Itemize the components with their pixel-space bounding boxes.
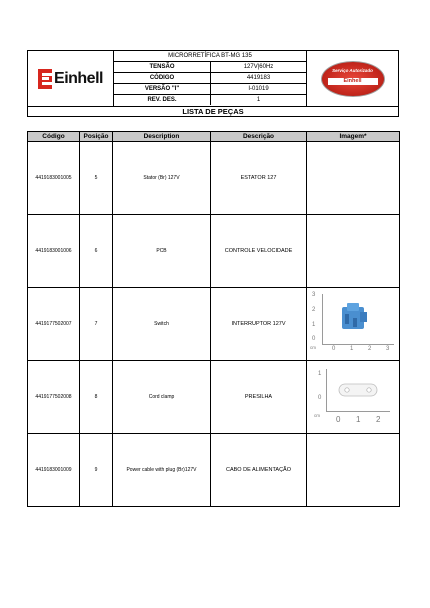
cell-image-empty (307, 142, 400, 215)
cell-description-pt: INTERRUPTOR 127V (211, 288, 307, 361)
cell-code: 4419183001006 (28, 215, 80, 288)
cell-description-en: Switch (113, 288, 211, 361)
table-row (28, 434, 400, 507)
cell-code: 4419183001009 (28, 434, 80, 507)
cell-code: 4419183001005 (28, 142, 80, 215)
info-row-voltage: TENSÃO 127V|60Hz (114, 62, 306, 73)
logo-text: Einhell (54, 69, 103, 87)
cell-position: 6 (80, 215, 113, 288)
cell-image-switch (307, 288, 400, 361)
product-title: MICRORRETÍFICA BT-MG 135 (114, 51, 306, 62)
einhell-logo (28, 51, 114, 106)
cell-code: 4419177502008 (28, 361, 80, 434)
info-row-revision: REV. DES. 1 (114, 95, 306, 106)
table-row (28, 142, 400, 215)
badge-seal-icon: Serviço Autorizado Einhell (321, 61, 385, 97)
clamp-photo: 1 0 cm 0 1 2 (310, 365, 396, 429)
cell-description-en: Power cable with plug (Br)127V (113, 434, 211, 507)
cell-description-pt: ESTATOR 127 (211, 142, 307, 215)
col-header-code: Código (28, 132, 80, 142)
table-row (28, 215, 400, 288)
table-header-row (28, 132, 400, 142)
cell-description-en: Cord clamp (113, 361, 211, 434)
cord-clamp-part-icon (338, 381, 378, 399)
table-row (28, 288, 400, 361)
cell-image-empty (307, 215, 400, 288)
cell-description-pt: CONTROLE VELOCIDADE (211, 215, 307, 288)
cell-description-en: PCB (113, 215, 211, 288)
info-row-code: CÓDIGO 4419183 (114, 73, 306, 84)
cell-description-pt: CABO DE ALIMENTAÇÃO (211, 434, 307, 507)
cell-position: 5 (80, 142, 113, 215)
table-row (28, 361, 400, 434)
switch-part-icon (339, 302, 369, 332)
cell-description-en: Stator (Br) 127V (113, 142, 211, 215)
einhell-e-icon (38, 69, 52, 89)
cell-code: 4419177502007 (28, 288, 80, 361)
document-header (27, 50, 399, 117)
col-header-description-pt: Descrição (211, 132, 307, 142)
cell-description-pt: PRESILHA (211, 361, 307, 434)
cell-image-clamp (307, 361, 400, 434)
cell-position: 7 (80, 288, 113, 361)
col-header-position: Posição (80, 132, 113, 142)
col-header-image: Imagem* (307, 132, 400, 142)
parts-list-title: LISTA DE PEÇAS (28, 106, 398, 117)
authorized-service-badge (306, 51, 398, 106)
cell-position: 8 (80, 361, 113, 434)
switch-photo: 3 2 1 0 cm 0 1 2 3 (310, 292, 396, 356)
cell-image-empty (307, 434, 400, 507)
parts-table (27, 131, 400, 507)
col-header-description-en: Description (113, 132, 211, 142)
cell-position: 9 (80, 434, 113, 507)
info-row-version: VERSÃO "I" I-01019 (114, 84, 306, 95)
